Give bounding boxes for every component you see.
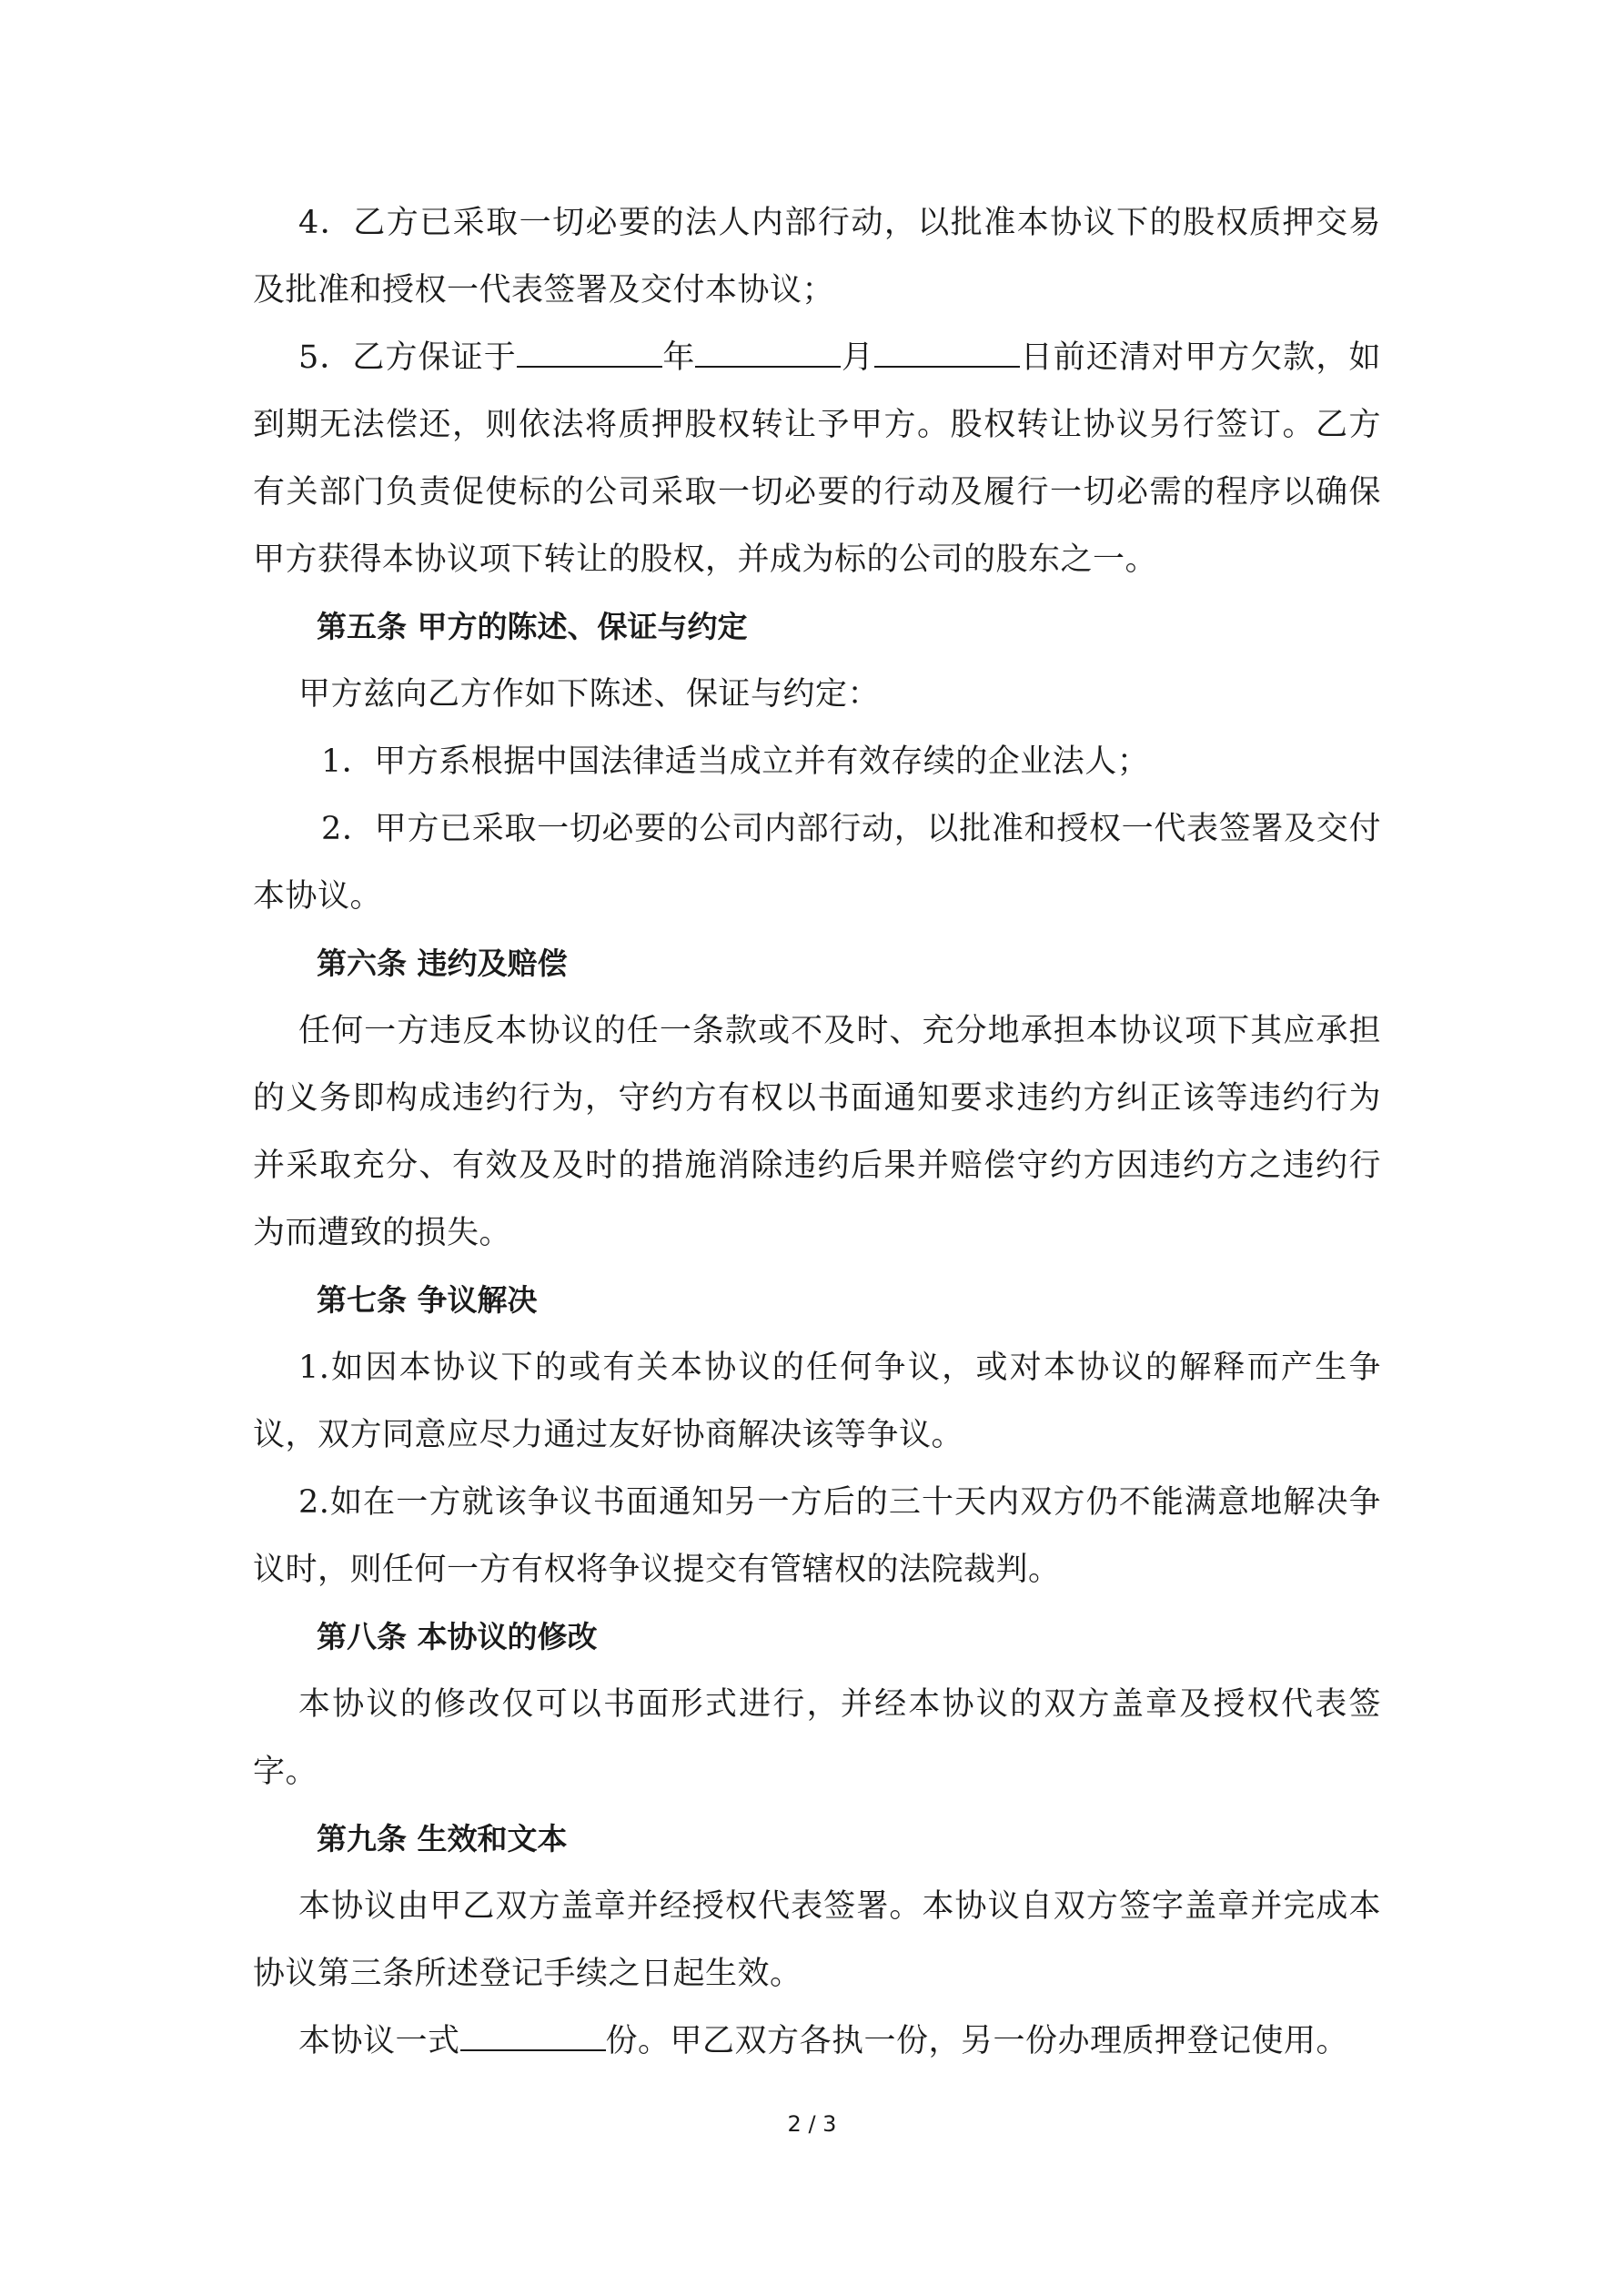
article-9-body-1: 本协议由甲乙双方盖章并经授权代表签署。本协议自双方签字盖章并完成本协议第三条所述登记手续之日起生效。 [253,1888,1381,1992]
document-page [253,189,1381,2075]
clause-4-5-prefix: 5．乙方保证于 [298,339,517,376]
article-9-body-2 [253,2008,1381,2075]
article-8-heading: 第八条 本协议的修改 [317,1619,598,1654]
article-7-heading: 第七条 争议解决 [317,1282,538,1318]
article-8-body: 本协议的修改仅可以书面形式进行，并经本协议的双方盖章及授权代表签字。 [253,1686,1381,1790]
year-blank [517,339,662,368]
article-5-heading: 第五条 甲方的陈述、保证与约定 [317,609,748,644]
month-blank [695,339,841,368]
article-6-body: 任何一方违反本协议的任一条款或不及时、充分地承担本协议项下其应承担的义务即构成违约行为，守约方有权以书面通知要求违约方纠正该等违约行为并采取充分、有效及及时的措施消除违约后果并赔偿守约方因违约方之违约行为而遭致的损失。 [253,1013,1381,1251]
page-number: 2 / 3 [787,2111,837,2137]
copies-blank [460,2022,606,2051]
clause-4-5 [253,324,1381,593]
article-5-item-1: 1．甲方系根据中国法律适当成立并有效存续的企业法人； [321,743,1150,780]
day-blank [874,339,1020,368]
article-9-heading: 第九条 生效和文本 [317,1821,568,1856]
year-label: 年 [661,339,696,376]
copies-suffix: 份。甲乙双方各执一份，另一份办理质押登记使用。 [605,2023,1349,2059]
month-label: 月 [841,339,875,376]
clause-4-5-rest: 日前还清对甲方欠款，如到期无法偿还，则依法将质押股权转让予甲方。股权转让协议另行签订。乙方有关部门负责促使标的公司采取一切必要的行动及履行一切必需的程序以确保甲方获得本协议项下转让的股权，并成为标的公司的股东之一。 [253,339,1381,578]
article-7-item-1: 1.如因本协议下的或有关本协议的任何争议，或对本协议的解释而产生争议，双方同意应尽力通过友好协商解决该等争议。 [253,1350,1381,1453]
article-7-item-2: 2.如在一方就该争议书面通知另一方后的三十天内双方仍不能满意地解决争议时，则任何一方有权将争议提交有管辖权的法院裁判。 [253,1484,1381,1588]
clause-4-4: 4．乙方已采取一切必要的法人内部行动，以批准本协议下的股权质押交易及批准和授权一代表签署及交付本协议； [253,205,1381,308]
article-5-intro: 甲方兹向乙方作如下陈述、保证与约定： [298,676,881,713]
article-5-item-2: 2．甲方已采取一切必要的公司内部行动，以批准和授权一代表签署及交付本协议。 [253,811,1381,915]
copies-prefix: 本协议一式 [298,2023,460,2059]
article-6-heading: 第六条 违约及赔偿 [317,946,568,981]
